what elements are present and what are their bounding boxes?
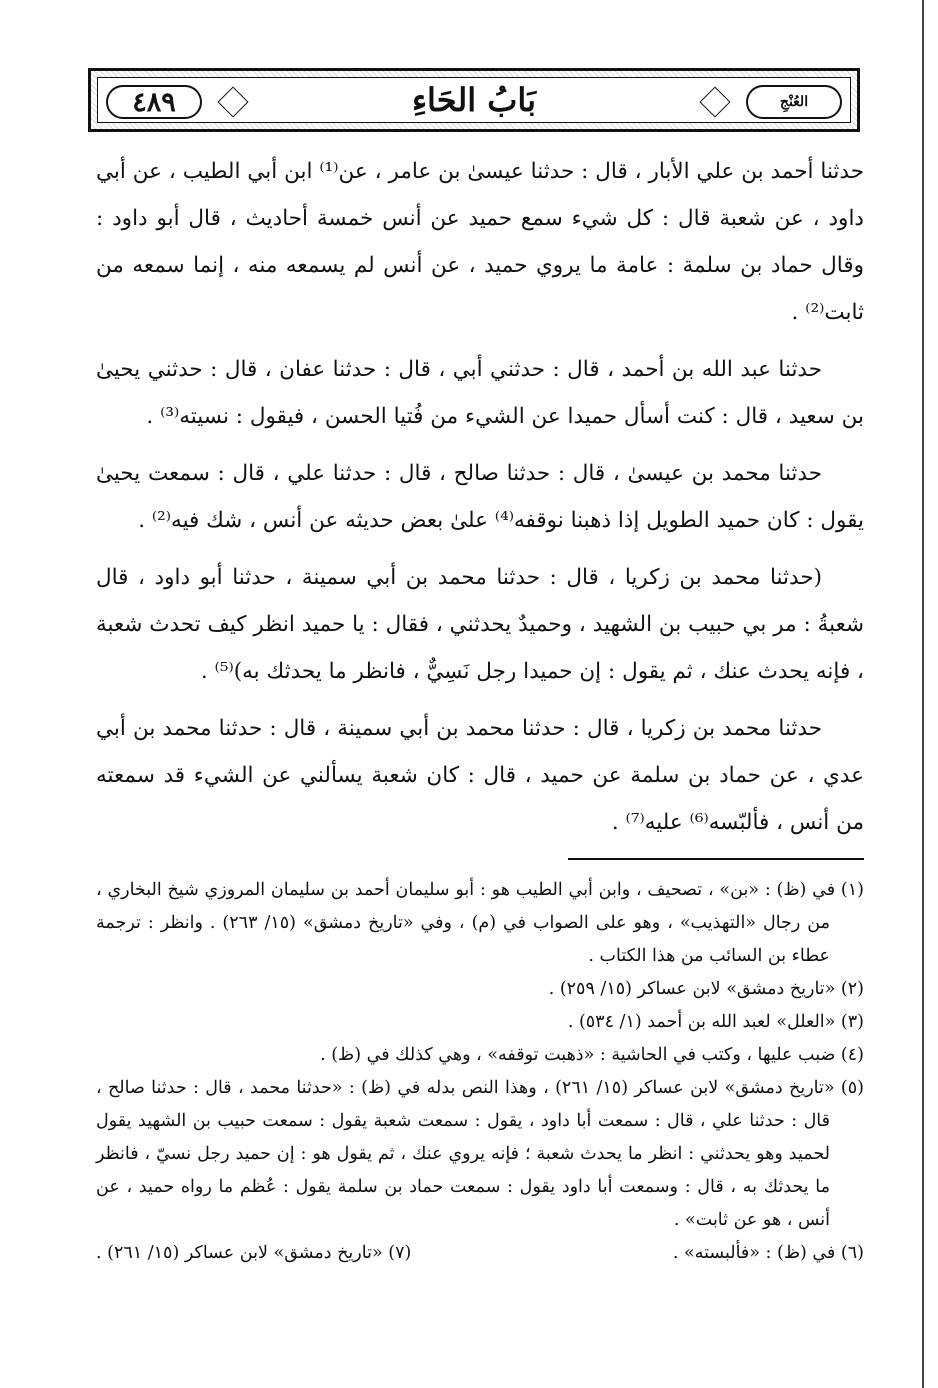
book-emblem-cartouche xyxy=(746,85,842,119)
header-frame xyxy=(97,77,851,123)
footnote-divider xyxy=(568,858,864,860)
footnote: (٧) «تاريخ دمشق» لابن عساكر (١٥/ ٢٦١) . xyxy=(96,1243,412,1263)
page-header xyxy=(88,68,860,132)
footnote: (٢) «تاريخ دمشق» لابن عساكر (١٥/ ٢٥٩) . xyxy=(548,979,864,999)
main-text xyxy=(96,148,864,846)
page-edge xyxy=(922,0,924,1388)
footnote: (٥) «تاريخ دمشق» لابن عساكر (١٥/ ٢٦١) ، وهذا النص بدله في (ظ) : «حدثنا محمد ، قال : حدثنا صالح ، قال : حدثنا علي ، قال : سمعت أبا داود ، يقول : سمعت شعبة يقول : سمعت حبيب بن الشهيد يقول لحميد وهو يحدثني : انظر ما يحدث شعبة ؛ فإنه يروي عنك ، ثم يقول هو : إن حميد رجل نسيّ ، فانظر ما يحدثك به ، قال : وسمعت أبا داود يقول : سمعت حماد بن سلمة يقول : عُظم ما رواه حميد ، عن أنس ، هو عن ثابت» . xyxy=(96,1078,864,1230)
footnote: (١) في (ظ) : «بن» ، تصحيف ، وابن أبي الطيب هو : أبو سليمان أحمد بن سليمان المروزي شيخ البخاري ، من رجال «التهذيب» ، وهو على الصواب في (م) ، وفي «تاريخ دمشق» (١٥/ ٢٦٣) . وانظر : ترجمة عطاء بن السائب من هذا الكتاب . xyxy=(96,880,864,966)
footnote: (٤) ضبب عليها ، وكتب في الحاشية : «ذهبت توقفه» ، وهي كذلك في (ظ) . xyxy=(320,1045,864,1065)
footnote-row xyxy=(96,1237,864,1270)
paragraph: حدثنا محمد بن عيسىٰ ، قال : حدثنا صالح ، قال : حدثنا علي ، قال : سمعت يحيىٰ يقول : كان حميد الطويل إذا ذهبنا نوقفه⁽⁴⁾ علىٰ بعض حديثه عن أنس ، شك فيه⁽²⁾ . xyxy=(96,461,864,533)
footnote: (٦) في (ظ) : «فألبسته» . xyxy=(672,1243,864,1263)
paragraph: حدثنا أحمد بن علي الأبار ، قال : حدثنا عيسىٰ بن عامر ، عن⁽¹⁾ ابن أبي الطيب ، عن أبي داود ، عن شعبة قال : كل شيء سمع حميد عن أنس خمسة أحاديث ، قال أبو داود : وقال حماد بن سلمة : عامة ما يروي حميد ، عن أنس لم يسمعه منه ، إنما سمعه من ثابت⁽²⁾ . xyxy=(96,159,864,325)
chapter-title: بَابُ الحَاءِ xyxy=(411,81,536,119)
paragraph: حدثنا محمد بن زكريا ، قال : حدثنا محمد بن أبي سمينة ، قال : حدثنا محمد بن أبي عدي ، عن حماد بن سلمة عن حميد ، قال : كان شعبة يسألني عن الشيء قد سمعته من أنس ، فألبّسه⁽⁶⁾ عليه⁽⁷⁾ . xyxy=(96,716,864,835)
paragraph: (حدثنا محمد بن زكريا ، قال : حدثنا محمد بن أبي سمينة ، حدثنا أبو داود ، قال شعبةُ : مر بي حبيب بن الشهيد ، وحميدٌ يحدثني ، فقال : يا حميد انظر كيف تحدث شعبة ، فإنه يحدث عنك ، ثم يقول : إن حميدا رجل نَسِيٌّ ، فانظر ما يحدثك به)⁽⁵⁾ . xyxy=(96,565,864,684)
footnotes xyxy=(96,874,864,1270)
page-number: ٤٨٩ xyxy=(132,86,176,118)
page-number-cartouche xyxy=(106,85,202,119)
footnote: (٣) «العلل» لعبد الله بن أحمد (١/ ٥٣٤) . xyxy=(567,1012,864,1032)
paragraph: حدثنا عبد الله بن أحمد ، قال : حدثني أبي ، قال : حدثنا عفان ، قال : حدثني يحيىٰ بن سعيد ، قال : كنت أسأل حميدا عن الشيء من فُتيا الحسن ، فيقول : نسيته⁽³⁾ . xyxy=(96,357,864,429)
book-emblem: العُنْجِ xyxy=(779,94,809,110)
